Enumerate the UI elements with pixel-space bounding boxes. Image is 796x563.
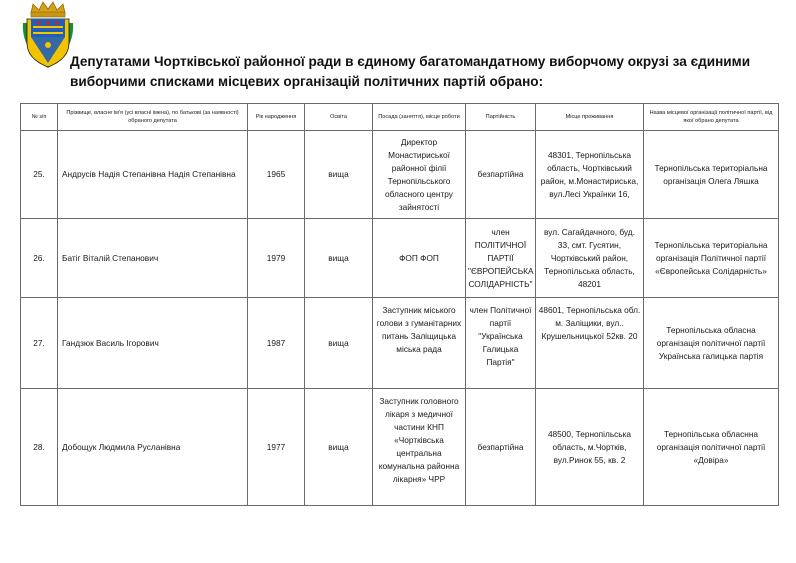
header-num: № з/п xyxy=(21,104,58,131)
header-org: Назва місцевої організації політичної партії, від якої обрано депутата xyxy=(644,104,779,131)
cell-party: безпартійна xyxy=(466,389,536,506)
table-row xyxy=(21,131,779,219)
cell-org: Тернопільська територіальна організація Політичної партії «Європейська Солідарність» xyxy=(644,219,779,298)
header-position: Посада (заняття), місце роботи xyxy=(373,104,466,131)
cell-name: Добощук Людмила Русланівна xyxy=(58,389,248,506)
cell-num: 26. xyxy=(21,219,58,298)
header-residence: Місце проживання xyxy=(536,104,644,131)
cell-org: Тернопільська територіальна організація Олега Ляшка xyxy=(644,131,779,219)
cell-position: ФОП ФОП xyxy=(373,219,466,298)
table-row xyxy=(21,298,779,389)
cell-year: 1965 xyxy=(248,131,305,219)
cell-residence: 48601, Тернопільська обл. м. Заліщики, вул.. Крушельницької 52кв. 20 xyxy=(536,298,644,389)
page-title: Депутатами Чортківської районної ради в єдиному багатомандатному виборчому окрузі за єдиними виборчими списками місцевих організацій політичних партій обрано: xyxy=(70,54,751,89)
deputies-table xyxy=(20,103,779,506)
cell-education: вища xyxy=(305,298,373,389)
cell-residence: вул. Сагайдачного, буд. 33, смт. Гусятин, Чортківський район, Тернопільська область, 48201 xyxy=(536,219,644,298)
cell-education: вища xyxy=(305,131,373,219)
header-year: Рік народження xyxy=(248,104,305,131)
header-education: Освіта xyxy=(305,104,373,131)
cell-position: Заступник міського голови з гуманітарних питань Заліщицька міська рада xyxy=(373,298,466,389)
header-party: Партійність xyxy=(466,104,536,131)
cell-name: Андрусів Надія Степанівна Надія Степанівна xyxy=(58,131,248,219)
cell-education: вища xyxy=(305,389,373,506)
cell-party: член Політичної партії "Українська Галицька Партія" xyxy=(466,298,536,389)
header-name: Прізвище, власне ім'я (усі власні імена), по батькові (за наявності) обраного депутата xyxy=(58,104,248,131)
cell-num: 28. xyxy=(21,389,58,506)
cell-position: Заступник головного лікаря з медичної частини КНП «Чортківська центральна комунальна районна лікарня» ЧРР xyxy=(373,389,466,506)
cell-org: Тернопільська обласна організація політичної партії Українська галицька партія xyxy=(644,298,779,389)
cell-year: 1979 xyxy=(248,219,305,298)
cell-party: безпартійна xyxy=(466,131,536,219)
cell-num: 25. xyxy=(21,131,58,219)
cell-year: 1987 xyxy=(248,298,305,389)
cell-year: 1977 xyxy=(248,389,305,506)
cell-party: член ПОЛІТИЧНОЇ ПАРТІЇ "ЄВРОПЕЙСЬКА СОЛІДАРНІСТЬ" xyxy=(466,219,536,298)
cell-residence: 48500, Тернопільська область, м.Чортків, вул.Ринок 55, кв. 2 xyxy=(536,389,644,506)
cell-education: вища xyxy=(305,219,373,298)
cell-name: Батіг Віталій Степанович xyxy=(58,219,248,298)
table-header-row xyxy=(21,104,779,131)
cell-name: Гандзюк Василь Ігорович xyxy=(58,298,248,389)
cell-position: Директор Монастириської районної філії Тернопільського обласного центру зайнятості xyxy=(373,131,466,219)
cell-residence: 48301, Тернопільська область, Чортківський район, м.Монастириська, вул.Лесі Українки 16, xyxy=(536,131,644,219)
cell-org: Тернопільська обласнна організація політичної партії «Довіра» xyxy=(644,389,779,506)
table-row xyxy=(21,389,779,506)
cell-num: 27. xyxy=(21,298,58,389)
table-row xyxy=(21,219,779,298)
coat-of-arms-icon xyxy=(19,1,77,71)
